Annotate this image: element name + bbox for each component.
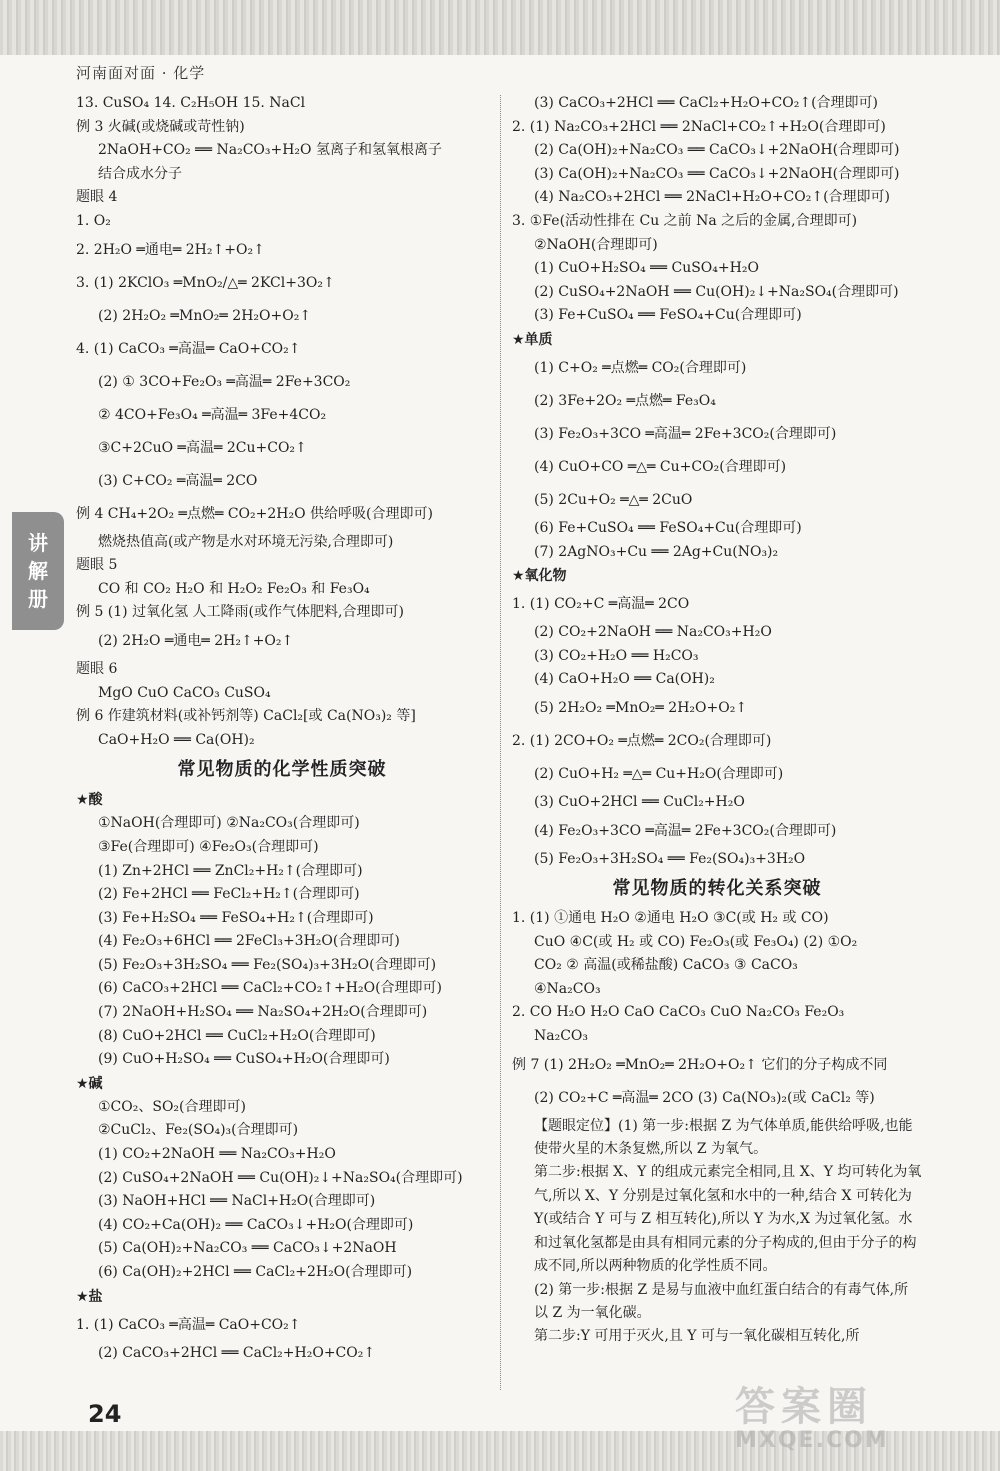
right-column-line: 1. (1) CO₂+C ═高温═ 2CO — [512, 596, 690, 613]
left-column-line: ③Fe(合理即可) ④Fe₂O₃(合理即可) — [98, 838, 319, 855]
left-column-line: (2) 2H₂O₂ ═MnO₂═ 2H₂O+O₂↑ — [98, 307, 312, 324]
left-column-line: 题眼 4 — [76, 189, 118, 206]
right-column-line: (4) Na₂CO₃+2HCl ══ 2NaCl+H₂O+CO₂↑(合理即可) — [534, 189, 890, 206]
left-column-line: 题眼 6 — [76, 660, 118, 677]
right-column — [512, 92, 922, 1349]
left-column-line: 4. (1) CaCO₃ ═高温═ CaO+CO₂↑ — [76, 340, 301, 357]
right-column-line: 常见物质的转化关系突破 — [612, 878, 822, 900]
right-column-line: 第二步:根据 X、Y 的组成元素完全相同,且 X、Y 均可转化为氧气,所以 X、Y 分别是过氧化氢和水中的一种,结合 X 可转化为 Y(或结合 Y 可与 Z 相互转化),所以 Y 为水,X 为过氧化氢。水和过氧化氢都是由具有相同元素的分子构成的,但由于分子的构成不同,所以两种物质的化学性质不同。 — [534, 1164, 922, 1275]
left-column-line: 例 6 作建筑材料(或补钙剂等) CaCl₂[或 Ca(NO₃)₂ 等] — [76, 708, 416, 725]
left-column-line: ①NaOH(合理即可) ②Na₂CO₃(合理即可) — [98, 815, 360, 832]
left-column-line: (7) 2NaOH+H₂SO₄ ══ Na₂SO₄+2H₂O(合理即可) — [98, 1004, 428, 1021]
left-column-line: 例 4 CH₄+2O₂ ═点燃═ CO₂+2H₂O 供给呼吸(合理即可) — [76, 505, 433, 522]
left-column-line: 1. (1) CaCO₃ ═高温═ CaO+CO₂↑ — [76, 1316, 301, 1333]
side-tab-char: 册 — [28, 587, 48, 611]
right-column-line: (2) Ca(OH)₂+Na₂CO₃ ══ CaCO₃↓+2NaOH(合理即可) — [534, 142, 900, 159]
left-column-line: 2. 2H₂O ═通电═ 2H₂↑+O₂↑ — [76, 241, 265, 258]
right-column-line: (3) CO₂+H₂O ══ H₂CO₃ — [534, 647, 699, 664]
left-column-line: CaO+H₂O ══ Ca(OH)₂ — [98, 731, 255, 748]
left-column-line: (3) Fe+H₂SO₄ ══ FeSO₄+H₂↑(合理即可) — [98, 909, 374, 926]
right-column-line: (3) CaCO₃+2HCl ══ CaCl₂+H₂O+CO₂↑(合理即可) — [534, 95, 879, 111]
left-column-line: (4) Fe₂O₃+6HCl ══ 2FeCl₃+3H₂O(合理即可) — [98, 933, 400, 950]
right-column-line: (1) C+O₂ ═点燃═ CO₂(合理即可) — [534, 359, 747, 376]
watermark-line: 答案圈 — [735, 1384, 873, 1430]
left-column-line: 例 3 火碱(或烧碱或苛性钠) — [76, 118, 245, 135]
left-column-line: (2) ① 3CO+Fe₂O₃ ═高温═ 2Fe+3CO₂ — [98, 373, 351, 390]
page-number: 24 — [88, 1400, 122, 1428]
right-column-line: (2) CuO+H₂ ═△═ Cu+H₂O(合理即可) — [534, 765, 784, 782]
left-column-line: 燃烧热值高(或产物是水对环境无污染,合理即可) — [98, 533, 394, 550]
right-column-line: 第二步:Y 可用于灭火,且 Y 可与一氧化碳相互转化,所 — [534, 1328, 860, 1345]
right-column-line: (2) CO₂+C ═高温═ 2CO (3) Ca(NO₃)₂(或 CaCl₂ 等) — [534, 1089, 875, 1106]
right-column-line: (2) CuSO₄+2NaOH ══ Cu(OH)₂↓+Na₂SO₄(合理即可) — [534, 283, 899, 300]
left-column-line: ②CuCl₂、Fe₂(SO₄)₃(合理即可) — [98, 1122, 299, 1139]
left-column-line: (3) C+CO₂ ═高温═ 2CO — [98, 472, 258, 489]
left-column-line: (6) CaCO₃+2HCl ══ CaCl₂+CO₂↑+H₂O(合理即可) — [98, 980, 443, 997]
left-column-line: MgO CuO CaCO₃ CuSO₄ — [98, 684, 271, 701]
side-tab-char: 解 — [28, 559, 48, 583]
right-column-line: (3) CuO+2HCl ══ CuCl₂+H₂O — [534, 793, 745, 810]
left-column-line: 结合成水分子 — [98, 165, 182, 182]
left-column-line: 题眼 5 — [76, 557, 118, 574]
right-column-line: ★氧化物 — [512, 568, 567, 585]
left-column-line: (9) CuO+H₂SO₄ ══ CuSO₄+H₂O(合理即可) — [98, 1051, 390, 1068]
left-column-line: (6) Ca(OH)₂+2HCl ══ CaCl₂+2H₂O(合理即可) — [98, 1264, 413, 1280]
page-header: 河南面对面 · 化学 — [76, 64, 206, 82]
watermark — [735, 1375, 990, 1455]
right-column-line: (5) Fe₂O₃+3H₂SO₄ ══ Fe₂(SO₄)₃+3H₂O — [534, 850, 806, 867]
side-tab-char: 讲 — [28, 531, 48, 555]
left-column-line: (3) NaOH+HCl ══ NaCl+H₂O(合理即可) — [98, 1193, 376, 1210]
left-column-line: ③C+2CuO ═高温═ 2Cu+CO₂↑ — [98, 439, 307, 456]
left-column-line: ①CO₂、SO₂(合理即可) — [98, 1098, 246, 1115]
left-column-line: ★盐 — [76, 1288, 103, 1305]
right-column-line: (5) 2Cu+O₂ ═△═ 2CuO — [534, 491, 693, 508]
left-column-line: (1) CO₂+2NaOH ══ Na₂CO₃+H₂O — [98, 1146, 336, 1163]
left-column-line: (8) CuO+2HCl ══ CuCl₂+H₂O(合理即可) — [98, 1027, 376, 1044]
left-column-line: 13. CuSO₄ 14. C₂H₅OH 15. NaCl — [76, 95, 306, 111]
left-column-line: (1) Zn+2HCl ══ ZnCl₂+H₂↑(合理即可) — [98, 862, 363, 879]
left-column-line: ② 4CO+Fe₃O₄ ═高温═ 3Fe+4CO₂ — [98, 406, 327, 423]
right-column-line: ★单质 — [512, 331, 553, 348]
right-column-line: (4) CuO+CO ═△═ Cu+CO₂(合理即可) — [534, 458, 787, 475]
watermark-line: MXQE.COM — [735, 1428, 889, 1453]
right-column-line: 1. (1) ①通电 H₂O ②通电 H₂O ③C(或 H₂ 或 CO) — [512, 910, 829, 927]
left-column-line: (2) CaCO₃+2HCl ══ CaCl₂+H₂O+CO₂↑ — [98, 1344, 376, 1361]
right-column-line: 【题眼定位】(1) 第一步:根据 Z 为气体单质,能供给呼吸,也能使带火星的木条复燃,所以 Z 为氧气。 — [534, 1117, 913, 1158]
left-column-line: (5) Ca(OH)₂+Na₂CO₃ ══ CaCO₃↓+2NaOH — [98, 1240, 397, 1257]
left-column-line: 1. O₂ — [76, 212, 111, 229]
left-column-line: 2NaOH+CO₂ ══ Na₂CO₃+H₂O 氢离子和氢氧根离子 — [98, 142, 442, 159]
right-column-line: (3) Fe+CuSO₄ ══ FeSO₄+Cu(合理即可) — [534, 307, 802, 324]
right-column-line: (2) 3Fe+2O₂ ═点燃═ Fe₃O₄ — [534, 392, 716, 409]
column-divider — [500, 95, 501, 1390]
right-column-line: CuO ④C(或 H₂ 或 CO) Fe₂O₃(或 Fe₃O₄) (2) ①O₂ — [534, 933, 858, 950]
left-column-line: (4) CO₂+Ca(OH)₂ ══ CaCO₃↓+H₂O(合理即可) — [98, 1216, 414, 1233]
left-column-line: ★碱 — [76, 1075, 103, 1092]
right-column-line: (5) 2H₂O₂ ═MnO₂═ 2H₂O+O₂↑ — [534, 699, 748, 716]
right-column-line: CO₂ ② 高温(或稀盐酸) CaCO₃ ③ CaCO₃ — [534, 957, 798, 974]
right-column-line: 2. CO H₂O H₂O CaO CaCO₃ CuO Na₂CO₃ Fe₂O₃ — [512, 1004, 845, 1021]
top-decorative-band — [0, 0, 1000, 55]
right-column-line: 3. ①Fe(活动性排在 Cu 之前 Na 之后的金属,合理即可) — [512, 212, 858, 229]
right-column-line: ②NaOH(合理即可) — [534, 236, 658, 253]
right-column-line: Na₂CO₃ — [534, 1028, 589, 1045]
right-column-line: (1) CuO+H₂SO₄ ══ CuSO₄+H₂O — [534, 260, 759, 277]
left-column-line: 例 5 (1) 过氧化氢 人工降雨(或作气体肥料,合理即可) — [76, 604, 404, 621]
left-column-line: ★酸 — [76, 792, 103, 809]
side-tab — [12, 512, 64, 630]
right-column-line: (2) CO₂+2NaOH ══ Na₂CO₃+H₂O — [534, 624, 772, 641]
right-column-line: (7) 2AgNO₃+Cu ══ 2Ag+Cu(NO₃)₂ — [534, 543, 779, 560]
right-column-line: (2) 第一步:根据 Z 是易与血液中血红蛋白结合的有毒气体,所以 Z 为一氧化碳。 — [534, 1281, 909, 1321]
left-column-line: CO 和 CO₂ H₂O 和 H₂O₂ Fe₂O₃ 和 Fe₃O₄ — [98, 580, 370, 597]
left-column-line: 3. (1) 2KClO₃ ═MnO₂/△═ 2KCl+3O₂↑ — [76, 274, 335, 291]
left-column-line: (2) CuSO₄+2NaOH ══ Cu(OH)₂↓+Na₂SO₄(合理即可) — [98, 1169, 463, 1186]
left-column — [76, 92, 488, 1365]
right-column-line: (3) Fe₂O₃+3CO ═高温═ 2Fe+3CO₂(合理即可) — [534, 425, 837, 442]
left-column-line: (2) Fe+2HCl ══ FeCl₂+H₂↑(合理即可) — [98, 886, 360, 903]
right-column-line: 2. (1) 2CO+O₂ ═点燃═ 2CO₂(合理即可) — [512, 732, 772, 749]
left-column-line: 常见物质的化学性质突破 — [177, 759, 387, 781]
left-column-line: (5) Fe₂O₃+3H₂SO₄ ══ Fe₂(SO₄)₃+3H₂O(合理即可) — [98, 956, 437, 973]
right-column-line: (3) Ca(OH)₂+Na₂CO₃ ══ CaCO₃↓+2NaOH(合理即可) — [534, 165, 900, 182]
right-column-line: 2. (1) Na₂CO₃+2HCl ══ 2NaCl+CO₂↑+H₂O(合理即可) — [512, 118, 886, 135]
left-column-line: (2) 2H₂O ═通电═ 2H₂↑+O₂↑ — [98, 632, 294, 649]
right-column-line: (4) CaO+H₂O ══ Ca(OH)₂ — [534, 671, 715, 688]
right-column-line: 例 7 (1) 2H₂O₂ ═MnO₂═ 2H₂O+O₂↑ 它们的分子构成不同 — [512, 1056, 888, 1073]
right-column-line: (4) Fe₂O₃+3CO ═高温═ 2Fe+3CO₂(合理即可) — [534, 822, 837, 839]
right-column-line: ④Na₂CO₃ — [534, 980, 601, 997]
right-column-line: (6) Fe+CuSO₄ ══ FeSO₄+Cu(合理即可) — [534, 519, 802, 536]
